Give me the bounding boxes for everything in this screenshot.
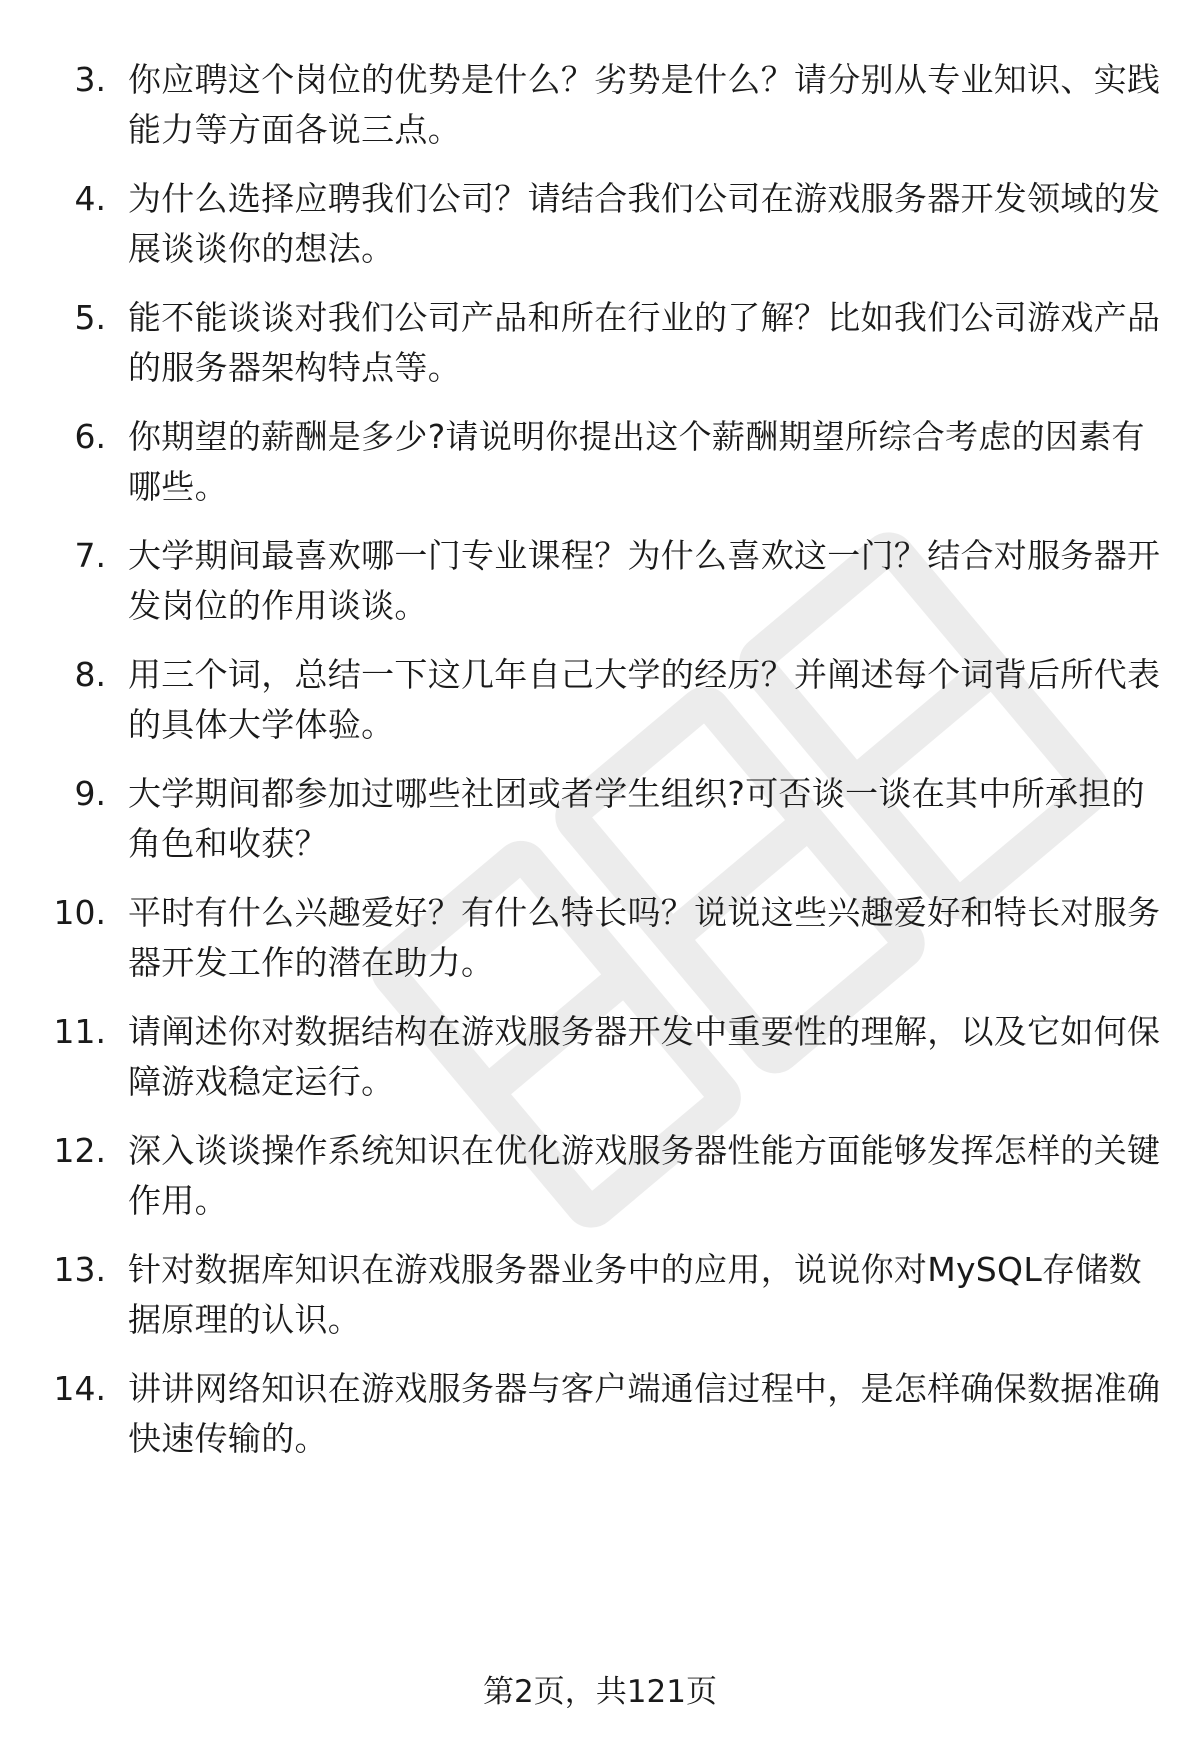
question-number: 12.	[53, 1131, 106, 1170]
question-item	[0, 55, 1200, 155]
question-text: 你期望的薪酬是多少?请说明你提出这个薪酬期望所综合考虑的因素有哪些。	[128, 417, 1145, 506]
question-item	[0, 1007, 1200, 1107]
question-text: 深入谈谈操作系统知识在优化游戏服务器性能方面能够发挥怎样的关键作用。	[128, 1131, 1161, 1220]
question-number: 9.	[74, 774, 106, 813]
question-number: 13.	[53, 1250, 106, 1289]
question-text: 为什么选择应聘我们公司？请结合我们公司在游戏服务器开发领域的发展谈谈你的想法。	[128, 179, 1161, 268]
question-number: 3.	[74, 60, 106, 99]
question-number: 8.	[74, 655, 106, 694]
question-text: 你应聘这个岗位的优势是什么？劣势是什么？请分别从专业知识、实践能力等方面各说三点。	[128, 60, 1161, 149]
question-item	[0, 293, 1200, 393]
question-number: 11.	[53, 1012, 106, 1051]
question-number: 14.	[53, 1369, 106, 1408]
question-item	[0, 650, 1200, 750]
question-text: 讲讲网络知识在游戏服务器与客户端通信过程中，是怎样确保数据准确快速传输的。	[128, 1369, 1161, 1458]
question-number: 6.	[74, 417, 106, 456]
question-item	[0, 174, 1200, 274]
question-text: 请阐述你对数据结构在游戏服务器开发中重要性的理解，以及它如何保障游戏稳定运行。	[128, 1012, 1161, 1101]
question-number: 5.	[74, 298, 106, 337]
question-text: 大学期间最喜欢哪一门专业课程？为什么喜欢这一门？结合对服务器开发岗位的作用谈谈。	[128, 536, 1161, 625]
question-text: 能不能谈谈对我们公司产品和所在行业的了解？比如我们公司游戏产品的服务器架构特点等。	[128, 298, 1161, 387]
question-item	[0, 769, 1200, 869]
question-item	[0, 531, 1200, 631]
question-item	[0, 1364, 1200, 1464]
question-item	[0, 1126, 1200, 1226]
question-text: 大学期间都参加过哪些社团或者学生组织?可否谈一谈在其中所承担的角色和收获？	[128, 774, 1145, 863]
page-number-footer: 第2页，共121页	[483, 1674, 717, 1710]
question-text: 平时有什么兴趣爱好？有什么特长吗？说说这些兴趣爱好和特长对服务器开发工作的潜在助力。	[128, 893, 1161, 982]
question-text: 针对数据库知识在游戏服务器业务中的应用，说说你对MySQL存储数据原理的认识。	[128, 1250, 1142, 1339]
question-item	[0, 888, 1200, 988]
question-text: 用三个词，总结一下这几年自己大学的经历？并阐述每个词背后所代表的具体大学体验。	[128, 655, 1161, 744]
question-number: 4.	[74, 179, 106, 218]
question-item	[0, 1245, 1200, 1345]
question-item	[0, 412, 1200, 512]
question-number: 10.	[53, 893, 106, 932]
question-number: 7.	[74, 536, 106, 575]
